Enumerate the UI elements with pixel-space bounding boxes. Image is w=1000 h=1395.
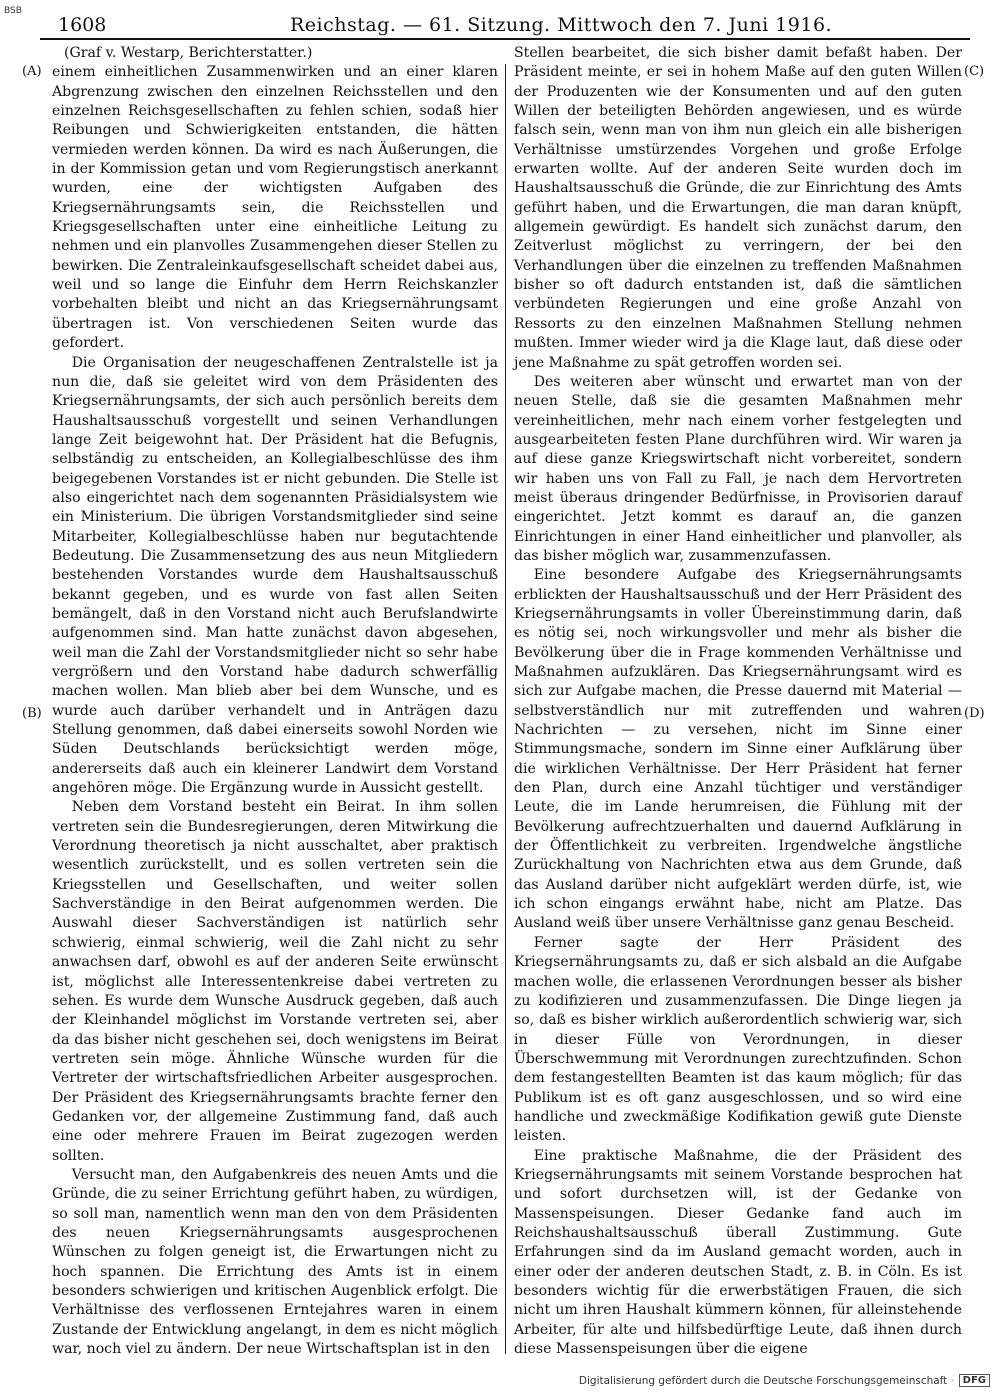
left-paragraph-2: Die Organisation der neugeschaffenen Zentralstelle ist ja nun die, daß sie geleitet wird von dem Präsidenten des Kriegsernährungsamts, der sich auch persönlich bereits dem Haushaltsausschuß vorgestellt und seinen Verhandlungen lange Zeit beigewohnt hat. Der Präsident hat die Befugnis, selbständig zu entscheiden, an Kollegialbeschlüsse des ihm beigegebenen Vorstandes ist er nicht gebunden. Die Stelle ist also eingerichtet nach dem sogenannten Präsidialsystem wie ein Ministerium. Die übrigen Vorstandsmitglieder sind seine Mitarbeiter, Kollegialbeschlüsse haben nur begutachtende Bedeutung. Die Zusammensetzung des aus neun Mitgliedern bestehenden Vorstandes wurde dem Haushaltsausschuß bekannt gegeben, und es wurde von fast allen Seiten bemängelt, daß in den Vorstand nicht auch Berufslandwirte aufgenommen sind. Man hatte zunächst davon abgesehen, weil man die Zahl der Vorstandsmitglieder nicht so sehr habe vergrößern und den Vorstand habe dadurch schwerfällig machen wollen. Man blieb aber bei dem Wunsche, und es wurde auch darüber verhandelt und in Anträgen dazu Stellung genommen, daß dabei einerseits sowohl Norden wie Süden Deutschlands berücksichtigt werden möge, andererseits daß auch ein kleinerer Landwirt dem Vorstand angehören möge. Die Ergänzung wurde in Aussicht gestellt. [52,354,498,797]
left-paragraph-1: einem einheitlichen Zusammenwirken und an einer klaren Abgrenzung zwischen den einzelnen Reichsstellen und den einzelnen Reichsgesellschaften zu fehlen schien, sodaß hier Reibungen und Schwierigkeiten entstanden, die hätten vermieden werden können. Da wird es nach Äußerungen, die in der Kommission getan und vom Regierungstisch anerkannt wurden, eine der wichtigsten Aufgaben des Kriegsernährungsamts sein, die Reichsstellen und Kriegsgesellschaften unter eine einheitliche Leitung zu nehmen und ein planvolles Zusammengehen dieser Stellen zu bewirken. Die Zentraleinkaufsgesellschaft scheidet dabei aus, weil und so lange die Einfuhr dem Herrn Reichskanzler vorbehalten bleibt und nicht an das Kriegsernährungsamt übertragen ist. Von verschiedenen Seiten wurde das gefordert. [52,64,498,352]
header-rule [40,38,970,40]
right-paragraph-3: Eine besondere Aufgabe des Kriegsernährungsamts erblickten der Haushaltsausschuß und der Herr Präsident des Kriegsernährungsamts in voller Übereinstimmung darin, daß es nötig sei, noch wirkungsvoller und mehr als bisher die Bevölkerung über die in Frage kommenden Verhältnisse und Maßnahmen aufzuklären. Das Kriegsernährungsamt wird es sich zur Aufgabe machen, die Presse dauernd mit Material — selbstverständlich nur mit zutreffenden und wahren Nachrichten — zu versehen, nicht im Sinne einer Stimmungsmache, sondern im Sinne einer Aufklärung über die wirklichen Verhältnisse. Der Herr Präsident hat ferner den Plan, durch eine Anzahl tüchtiger und verständiger Leute, die im Lande herumreisen, die Fühlung mit der Bevölkerung aufrechtzuerhalten und dauernd Aufklärung in der Öffentlichkeit zu verbreiten. Irgendwelche ängstliche Zurückhaltung von Nachrichten etwa aus dem Grunde, daß das Ausland darüber nicht aufgeklärt werden dürfe, ist, wie ich schon eingangs erwähnt habe, nicht am Platze. Das Ausland weiß über unsere Verhältnisse ganz genau Bescheid. [514,567,962,932]
footer: Digitalisierung gefördert durch die Deutsche Forschungsgemeinschaft · DFG [579,1374,990,1387]
left-column [52,44,498,1359]
right-paragraph-5: Eine praktische Maßnahme, die der Präsident des Kriegsernährungsamts mit seinem Vorstande besprochen hat und sofort durchsetzen will, ist der Gedanke von Massenspeisungen. Dieser Gedanke fand auch im Reichshaushaltsausschuß überall Zustimmung. Gute Erfahrungen sind da im Ausland gemacht worden, auch in einer oder der anderen deutschen Stadt, z. B. in Cöln. Es ist besonders wichtig für die erwerbstätigen Frauen, die sich nicht um ihren Haushalt kümmern können, für alleinstehende Arbeiter, für alte und hilfsbedürftige Leute, daß ihnen durch diese Massenspeisungen über die eigene [514,1147,962,1358]
right-column [514,44,962,1359]
right-paragraph-1: Stellen bearbeitet, die sich bisher damit befaßt haben. Der Präsident meinte, er sei in hohem Maße auf den guten Willen der Produzenten wie der Konsumenten und auf den guten Willen der beteiligten Behörden angewiesen, und es würde falsch sein, wenn man von ihm nun gleich ein alle bisherigen Verhältnisse umstürzendes Vorgehen und große Erfolge erwarten wollte. Auf der anderen Seite wurden doch im Haushaltsausschuß die Gründe, die zur Einrichtung des Amts geführt haben, und die Erwartungen, die man daran knüpft, allgemein gewürdigt. Es handelt sich zunächst darum, den Zeitverlust möglichst zu verringern, der bei den Verhandlungen über die einzelnen zu treffenden Maßnahmen bisher so oft dadurch entstanden ist, daß die sämtlichen verbündeten Regierungen und eine große Anzahl von Ressorts zu den einzelnen Maßnahmen Stellung nehmen mußten. Immer wieder wird ja die Klage laut, daß diese oder jene Maßnahme zu spät getroffen worden sei. [514,45,962,371]
left-paragraph-4: Versucht man, den Aufgabenkreis des neuen Amts und die Gründe, die zu seiner Errichtung geführt haben, zu würdigen, so soll man, namentlich wenn man den von dem Präsidenten des neuen Kriegsernährungsamts ausgesprochenen Wünschen zu folgen geneigt ist, die Erwartungen nicht zu hoch spannen. Die Errichtung des Amts ist in einem besonders schwierigen und kritischen Augenblick erfolgt. Die Verhältnisse des verflossenen Erntejahres waren in einem Zustande der Entwicklung angelangt, in dem es nicht möglich war, noch viel zu ändern. Der neue Wirtschaftsplan ist in den [52,1166,498,1358]
footer-credit: Digitalisierung gefördert durch die Deutsche Forschungsgemeinschaft [578,1374,948,1387]
dfg-logo: DFG [959,1374,990,1387]
right-paragraph-2: Des weiteren aber wünscht und erwartet man von der neuen Stelle, daß sie die gesamten Maßnahmen mehr vereinheitlichen, mehr nach einem vorher festgelegten und ausgearbeiteten festen Plane durchführen wird. Wir waren ja auf diese ganze Kriegswirtschaft nicht vorbereitet, sondern wir haben uns von Fall zu Fall, je nach dem Hervortreten meist überaus dringender Bedürfnisse, in Provisorien darauf eingerichtet. Jetzt kommt es darauf an, die ganzen Einrichtungen in einer Hand einheitlicher und planvoller, als das bisher möglich war, zusammenzufassen. [514,373,962,564]
page-number: 1608 [58,14,107,36]
running-title: Reichstag. — 61. Sitzung. Mittwoch den 7. Juni 1916. [290,14,833,36]
speaker-note: (Graf v. Westarp, Berichterstatter.) [64,45,313,61]
margin-mark-d: (D) [964,706,985,721]
margin-mark-a: (A) [22,64,42,79]
margin-mark-c: (C) [964,64,985,79]
right-paragraph-4: Ferner sagte der Herr Präsident des Kriegsernährungsamts zu, daß er sich alsbald an die Aufgabe machen wolle, die erlassenen Verordnungen besser als bisher zu kodifizieren und zusammenzufassen. Die Dinge liegen ja so, daß es bisher wirklich außerordentlich schwierig war, sich in dieser Fülle von Verordnungen, in dieser Überschwemmung mit Verordnungen zurechtzufinden. Schon dem festangestellten Beamten ist das kaum möglich; für das Publikum ist es oft ganz ausgeschlossen, und so wird eine handliche und zweckmäßige Kodifikation gewiß gute Dienste leisten. [514,934,962,1145]
library-stamp: BSB [4,6,22,16]
margin-mark-b: (B) [22,706,42,721]
column-divider [505,64,506,1354]
page-header [58,14,963,38]
left-paragraph-3: Neben dem Vorstand besteht ein Beirat. In ihm sollen vertreten sein die Bundesregierungen, deren Mitwirkung die Verordnung theoretisch ja nicht ausschaltet, aber praktisch wesentlich zurückstellt, und es sollen vertreten sein die Kriegsstellen und Gesellschaften, und weiter sollen Sachverständige in den Beirat aufgenommen werden. Die Auswahl dieser Sachverständigen ist natürlich sehr schwierig, einmal schwierig, weil die Zahl nicht zu sehr anwachsen darf, obwohl es auf der anderen Seite erwünscht ist, möglichst alle Interessentenkreise dabei vertreten zu sehen. Es wurde dem Wunsche Ausdruck gegeben, daß auch der Kleinhandel möglichst im Vorstande vertreten sei, aber da das bisher nicht geschehen sei, doch wenigstens im Beirat vertreten sein möge. Ähnliche Wünsche wurden für die Vertreter der wirtschaftsfriedlichen Arbeiter ausgesprochen. Der Präsident des Kriegsernährungsamts brachte ferner den Gedanken vor, der allgemeine Zustimmung fand, daß auch eine oder mehrere Frauen im Beirat zugezogen werden sollten. [52,799,498,1164]
